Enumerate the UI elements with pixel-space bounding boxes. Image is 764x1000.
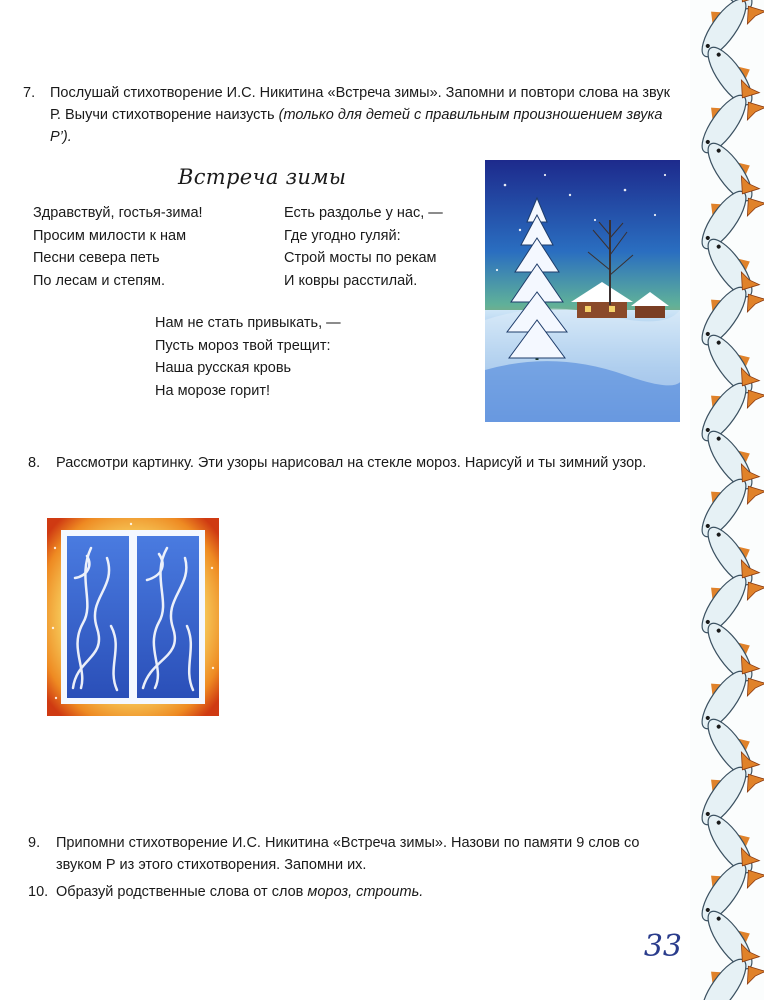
poem-line: Пусть мороз твой трещит:	[155, 337, 331, 354]
task-text: Припомни стихотворение И.С. Никитина «Встреча зимы». Назови по памяти 9 слов со звуком Р из этого стихотворения. Запомни их.	[56, 835, 640, 873]
task-9	[28, 832, 682, 876]
poem-stanza	[33, 202, 203, 292]
poem-stanza	[284, 202, 443, 292]
poem-title: Встреча зимы	[178, 165, 347, 189]
task-10	[28, 881, 682, 903]
task-8	[28, 452, 686, 474]
page-number: 33	[643, 929, 682, 964]
winter-landscape-illustration	[485, 160, 680, 422]
poem-line: Песни севера петь	[33, 250, 160, 266]
task-number: 8.	[28, 455, 41, 471]
poem-line: По лесам и степям.	[33, 272, 165, 289]
poem-line: Где угодно гуляй:	[284, 227, 401, 244]
frosted-window-illustration	[47, 518, 219, 716]
task-words: мороз, строить.	[307, 884, 424, 900]
task-text: Рассмотри картинку. Эти узоры нарисовал на стекле мороз. Нарисуй и ты зимний узор.	[56, 455, 647, 471]
task-7	[23, 82, 682, 148]
poem-line: И ковры расстилай.	[284, 272, 418, 289]
task-number: 9.	[28, 835, 41, 851]
poem-line: Здравствуй, гостья-зима!	[33, 205, 203, 221]
task-text: Образуй родственные слова от слов	[56, 884, 304, 900]
poem-line: Строй мосты по рекам	[284, 250, 437, 266]
poem-line: Наша русская кровь	[155, 360, 292, 376]
task-number: 7.	[23, 85, 36, 101]
fish-border-decoration	[690, 0, 764, 1000]
poem-line: На морозе горит!	[155, 382, 271, 399]
poem-line: Нам не стать привыкать, —	[155, 315, 341, 331]
task-note: (только для детей с правильным произношением звука Р’).	[50, 107, 663, 145]
poem-stanza	[155, 312, 341, 402]
task-text: Послушай стихотворение И.С. Никитина «Встреча зимы». Запомни и повтори слова на звук Р. Выучи стихотворение наизусть	[50, 85, 670, 123]
task-number: 10.	[28, 884, 49, 900]
poem-line: Есть раздолье у нас, —	[284, 205, 443, 221]
poem-line: Просим милости к нам	[33, 227, 187, 244]
